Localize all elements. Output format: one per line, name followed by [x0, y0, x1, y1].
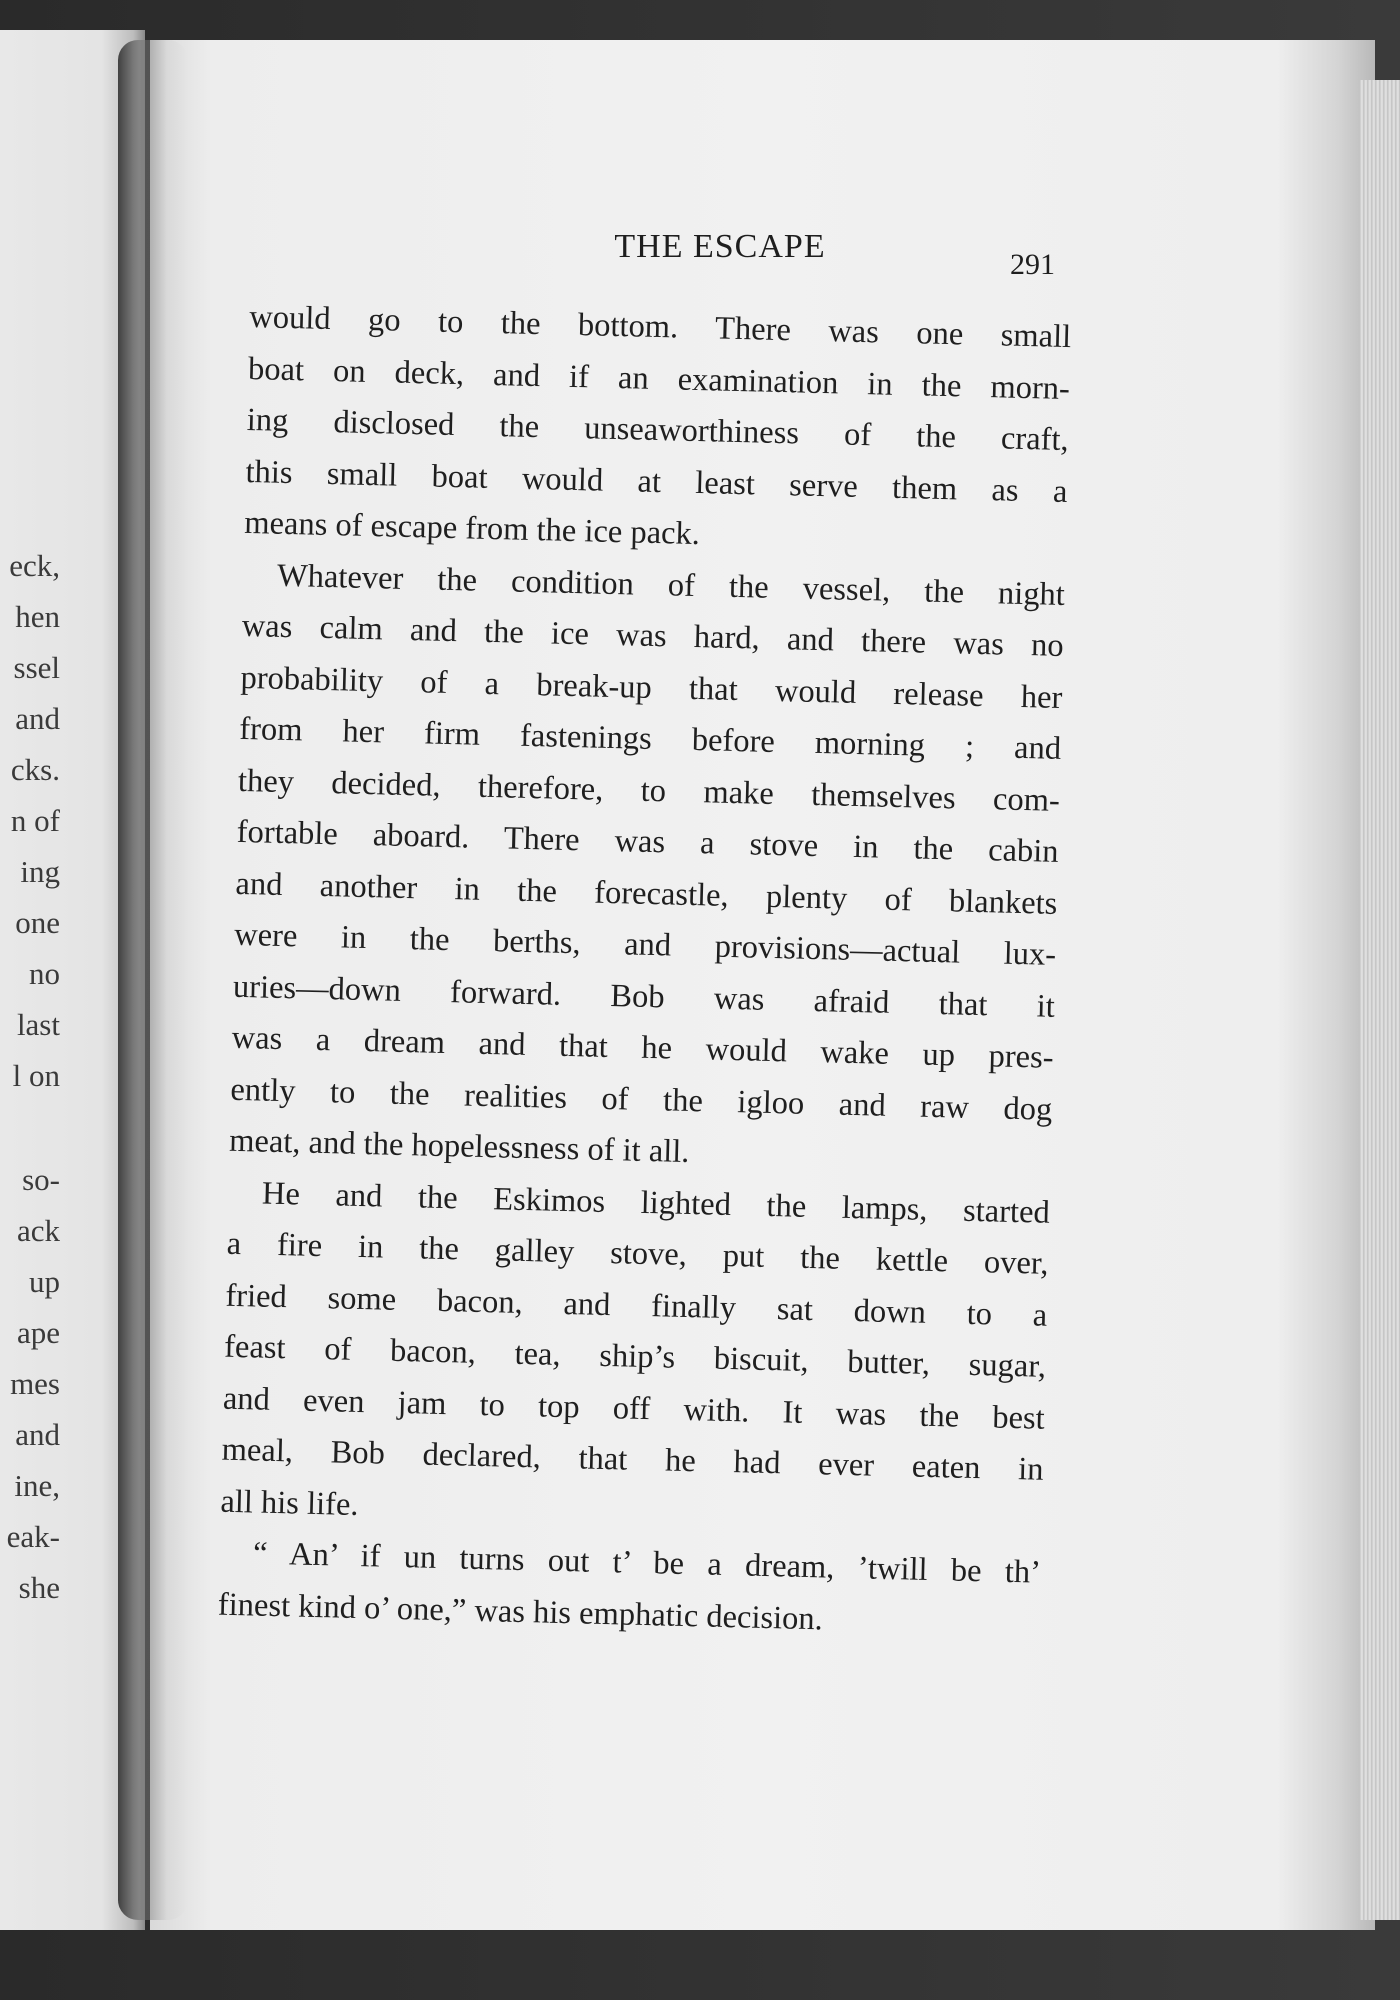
text-line: “ An’ if un turns out t’ be a dream, ’twill be th’ — [252, 1535, 1042, 1591]
left-page-fragment: she — [18, 1570, 60, 1605]
text-line: all his life. — [220, 1483, 359, 1523]
running-head — [0, 228, 1400, 266]
text-line: meat, and the hopelessness of it all. — [228, 1122, 690, 1170]
left-page-fragment: cks. — [10, 752, 60, 787]
left-page-fragment: l on — [12, 1058, 60, 1093]
left-page-fragment: n of — [10, 803, 60, 838]
left-page-fragment: so- — [22, 1162, 60, 1197]
left-page-fragment: ine, — [14, 1468, 60, 1503]
text-line: was a dream and that he would wake up pres- — [231, 1019, 1054, 1076]
text-line: from her firm fastenings before morning ; and — [238, 710, 1062, 767]
text-line: this small boat would at least serve them as a — [245, 453, 1068, 510]
text-line: a fire in the galley stove, put the kettle over, — [226, 1225, 1049, 1282]
left-page-fragment: ssel — [13, 650, 60, 685]
text-line: would go to the bottom. There was one small — [248, 298, 1072, 356]
text-line: ing disclosed the unseaworthiness of the craft, — [246, 401, 1070, 459]
left-page-fragment: ack — [16, 1213, 60, 1248]
left-page-fragment: last — [16, 1007, 60, 1042]
left-page-fragment: hen — [15, 599, 60, 634]
text-line: fried some bacon, and finally sat down to a — [225, 1277, 1048, 1334]
running-head-title: THE ESCAPE — [614, 228, 826, 265]
text-line: were in the berths, and provisions—actual lux- — [233, 916, 1057, 973]
page-edges — [1360, 80, 1400, 1920]
left-page-fragment: and — [15, 1417, 60, 1452]
left-page-fragment: mes — [10, 1366, 60, 1401]
left-page-fragment: and — [15, 701, 60, 736]
left-page-fragment: ape — [16, 1315, 60, 1350]
text-line: Whatever the condition of the vessel, the night — [276, 557, 1066, 613]
left-page-fragment: eak- — [6, 1519, 60, 1554]
text-line: He and the Eskimos lighted the lamps, started — [261, 1175, 1051, 1231]
page-body-text — [217, 292, 1071, 1651]
text-line: finest kind o’ one,” was his emphatic decision. — [217, 1586, 824, 1637]
text-line: means of escape from the ice pack. — [243, 504, 701, 553]
left-page-fragment: ing — [20, 854, 60, 889]
text-line: fortable aboard. There was a stove in the cabin — [236, 813, 1060, 870]
text-line: feast of bacon, tea, ship’s biscuit, butter, sugar, — [223, 1328, 1047, 1385]
gutter-shadow — [118, 40, 188, 1920]
page-number: 291 — [1010, 248, 1055, 281]
left-page-fragment: one — [15, 905, 60, 940]
text-line: ently to the realities of the igloo and raw dog — [230, 1071, 1053, 1128]
text-line: meal, Bob declared, that he had ever eaten in — [221, 1431, 1044, 1488]
left-page-fragment: eck, — [9, 548, 60, 583]
text-line: uries—down forward. Bob was afraid that it — [232, 968, 1056, 1025]
text-line: probability of a break-up that would release her — [240, 659, 1063, 716]
left-page-fragment: up — [29, 1264, 60, 1299]
text-line: and even jam to top off with. It was the best — [222, 1380, 1046, 1437]
left-page-fragment: no — [29, 956, 60, 991]
text-line: and another in the forecastle, plenty of blankets — [235, 865, 1058, 922]
text-line: boat on deck, and if an examination in the morn- — [247, 350, 1071, 407]
text-line: was calm and the ice was hard, and there was no — [241, 607, 1065, 664]
text-line: they decided, therefore, to make themselves com- — [237, 762, 1061, 819]
